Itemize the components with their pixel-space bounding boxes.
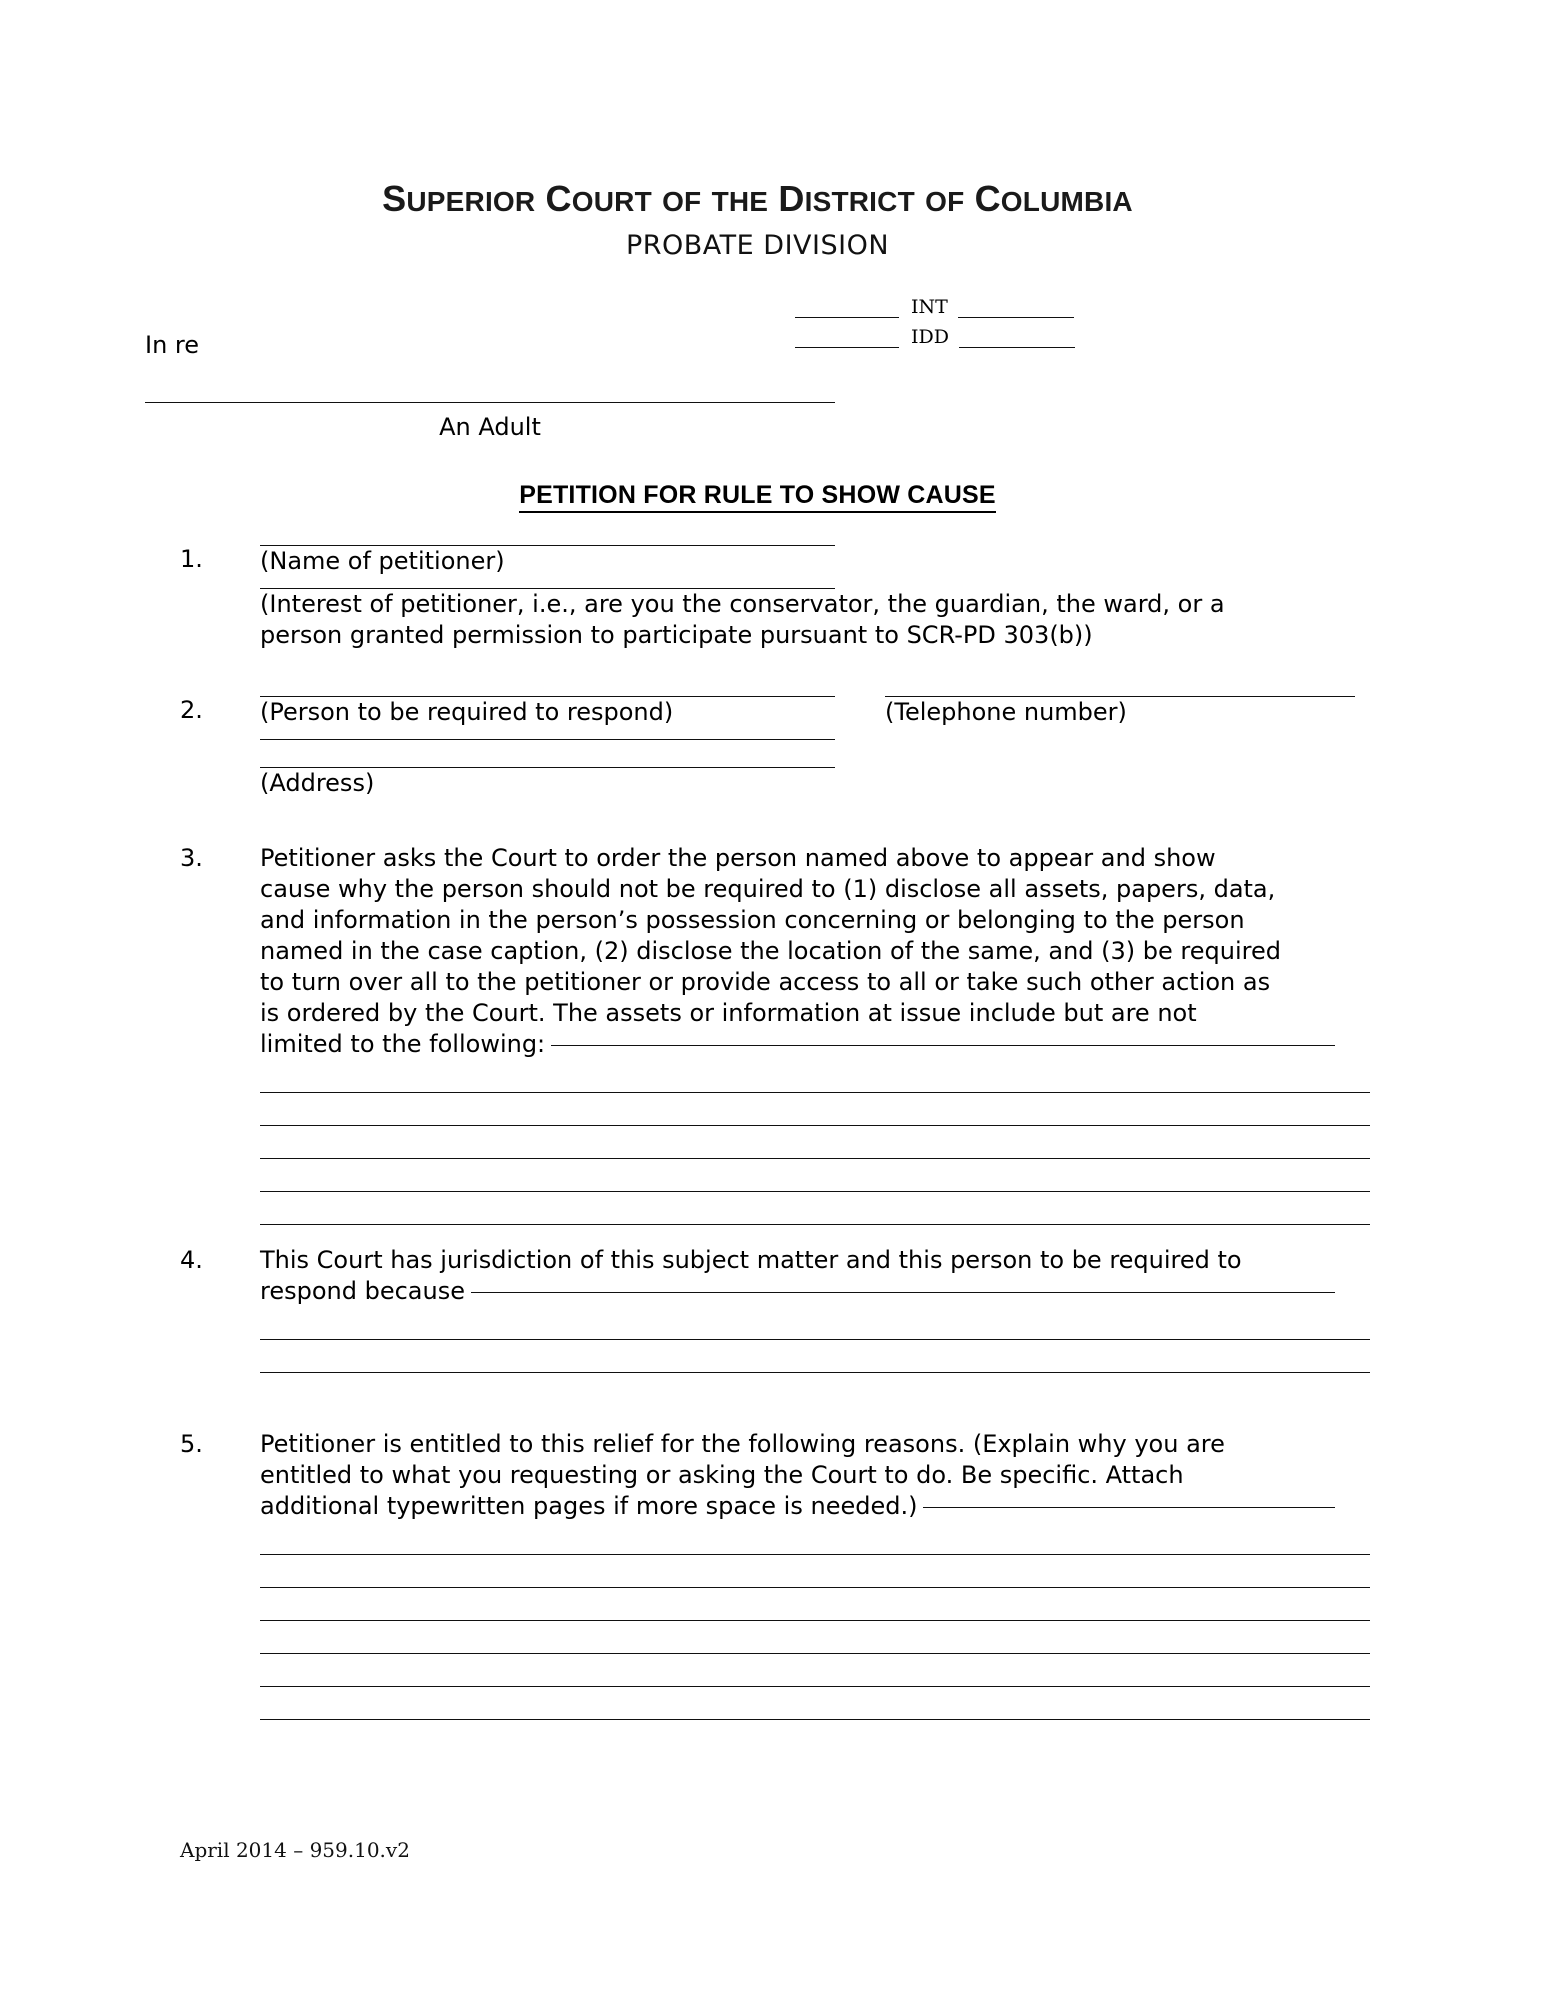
item-2-top-row: [260, 695, 1335, 728]
court-title: [180, 178, 1335, 220]
item-5-line-1: Petitioner is entitled to this relief for the following reasons. (Explain why you are: [260, 1430, 1225, 1458]
item-3-line-7-text: limited to the following:: [260, 1030, 546, 1058]
item-3-answer-input-2[interactable]: [260, 1091, 1370, 1093]
item-1: [180, 544, 1335, 651]
item-3-line-5: to turn over all to the petitioner or provide access to all or take such other action as: [260, 968, 1271, 996]
item-5-answer-input-3[interactable]: [260, 1586, 1370, 1588]
item-3-answer-input-6[interactable]: [260, 1223, 1370, 1225]
respondent-column: [260, 695, 835, 728]
item-1-body: [260, 544, 1335, 651]
item-4: [180, 1245, 1335, 1373]
item-3-answer-input-4[interactable]: [260, 1157, 1370, 1159]
item-3-line-1: Petitioner asks the Court to order the person named above to appear and show: [260, 844, 1216, 872]
item-5-answer-input-1[interactable]: [923, 1506, 1335, 1508]
in-re-label: In re: [145, 331, 200, 359]
item-2-body: [260, 695, 1335, 799]
court-title-text: SUPERIOR COURT OF THE DISTRICT OF COLUMBIA: [382, 178, 1133, 219]
item-5-line-3: [260, 1491, 1335, 1522]
item-5-number: 5.: [180, 1430, 203, 1458]
document-content: [145, 0, 1335, 1720]
item-4-answer-lines: [260, 1338, 1335, 1373]
item-3-answer-lines: [260, 1091, 1335, 1225]
address-label: (Address): [260, 769, 375, 797]
item-5-line-3-text: additional typewritten pages if more space is needed.): [260, 1492, 918, 1520]
item-2: [180, 695, 1335, 799]
item-4-line-2-text: respond because: [260, 1277, 465, 1305]
item-4-answer-input-3[interactable]: [260, 1371, 1370, 1373]
an-adult-label: An Adult: [439, 413, 541, 441]
item-3-line-3: and information in the person’s possession concerning or belonging to the person: [260, 906, 1245, 934]
case-name-blank[interactable]: [145, 401, 835, 403]
petitioner-name-label: (Name of petitioner): [260, 547, 505, 575]
item-5-answer-input-4[interactable]: [260, 1619, 1370, 1621]
item-3-line-2: cause why the person should not be required to (1) disclose all assets, papers, data,: [260, 875, 1276, 903]
idd-label: IDD: [911, 326, 949, 348]
item-5-answer-input-5[interactable]: [260, 1652, 1370, 1654]
item-3-number: 3.: [180, 844, 203, 872]
page-title: [180, 481, 1335, 510]
page-title-text: PETITION FOR RULE TO SHOW CAUSE: [519, 481, 996, 513]
item-3-line-6: is ordered by the Court. The assets or information at issue include but are not: [260, 999, 1197, 1027]
item-4-line-2: [260, 1276, 1335, 1307]
item-5-line-2: entitled to what you requesting or asking the Court to do. Be specific. Attach: [260, 1461, 1184, 1489]
petitioner-interest-label-line2: person granted permission to participate pursuant to SCR-PD 303(b)): [260, 621, 1093, 649]
item-3-line-4: named in the case caption, (2) disclose the location of the same, and (3) be required: [260, 937, 1281, 965]
item-3-answer-input-5[interactable]: [260, 1190, 1370, 1192]
item-4-number: 4.: [180, 1246, 203, 1274]
item-5-answer-input-7[interactable]: [260, 1718, 1370, 1720]
item-1-number: 1.: [180, 545, 203, 573]
item-5: [180, 1429, 1335, 1720]
item-4-body: [260, 1245, 1335, 1373]
item-4-answer-input-2[interactable]: [260, 1338, 1370, 1340]
item-4-line-1: This Court has jurisdiction of this subject matter and this person to be required to: [260, 1246, 1242, 1274]
telephone-label: (Telephone number): [885, 698, 1127, 726]
item-5-answer-input-2[interactable]: [260, 1553, 1370, 1555]
item-2-number: 2.: [180, 696, 203, 724]
item-3-line-7: [260, 1029, 1335, 1060]
item-5-answer-lines: [260, 1553, 1335, 1720]
form-version-footer: April 2014 – 959.10.v2: [180, 1838, 410, 1862]
item-3-answer-input-3[interactable]: [260, 1124, 1370, 1126]
item-3-body: [260, 843, 1335, 1225]
respondent-name-label: (Person to be required to respond): [260, 698, 674, 726]
division-title: PROBATE DIVISION: [625, 230, 890, 261]
petitioner-interest-label-line1: (Interest of petitioner, i.e., are you the conservator, the guardian, the ward, or a: [260, 590, 1225, 618]
item-5-body: [260, 1429, 1335, 1720]
item-5-answer-input-6[interactable]: [260, 1685, 1370, 1687]
int-label: INT: [911, 296, 948, 318]
item-4-answer-input-1[interactable]: [471, 1291, 1335, 1293]
item-3: [180, 843, 1335, 1225]
item-3-answer-input-1[interactable]: [551, 1044, 1335, 1046]
telephone-column: [885, 695, 1365, 728]
